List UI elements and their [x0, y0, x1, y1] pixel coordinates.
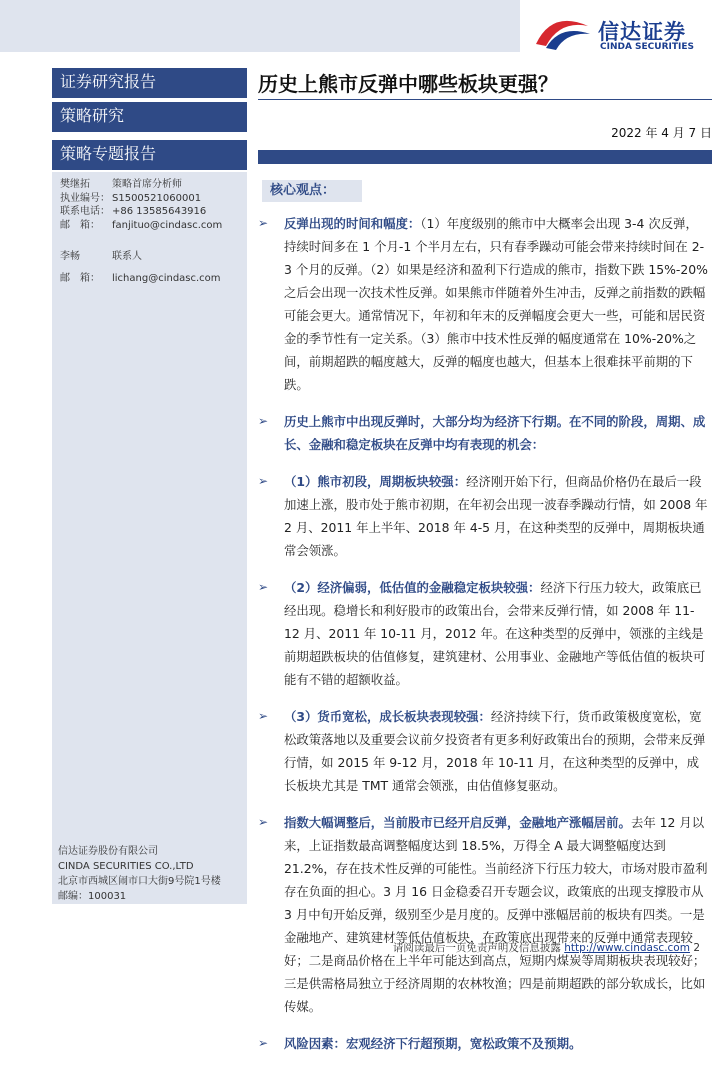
company-info — [58, 844, 221, 904]
license-value: S1500521060001 — [112, 192, 202, 204]
bullet-lead: 风险因素：宏观经济下行超预期，宽松政策不及预期。 — [284, 1036, 582, 1051]
list-item — [258, 811, 708, 1018]
analyst-name: 樊继拓 — [60, 179, 90, 190]
bullet-lead: （1）熊市初段，周期板块较强： — [284, 474, 467, 489]
header-band — [0, 0, 520, 52]
company-name-cn: 信达证券股份有限公司 — [58, 846, 158, 857]
analyst-card — [60, 178, 222, 232]
disclaimer-text: 请阅读最后一页免责声明及信息披露 — [392, 942, 561, 954]
brand-name-en: CINDA SECURITIES — [600, 42, 694, 52]
research-type: 策略研究 — [52, 102, 247, 132]
bullet-lead: （2）经济偏弱，低估值的金融稳定板块较强： — [284, 580, 541, 595]
bullet-arrow-icon: ➢ — [258, 414, 269, 428]
page-footer — [393, 940, 700, 955]
list-item — [258, 470, 708, 562]
bullet-arrow-icon: ➢ — [258, 709, 269, 723]
bullet-arrow-icon: ➢ — [258, 216, 269, 230]
list-item — [258, 212, 708, 396]
page-title: 历史上熊市反弹中哪些板块更强？ — [258, 72, 558, 96]
core-viewpoints-heading: 核心观点： — [262, 180, 362, 202]
bullet-lead: 反弹出现的时间和幅度： — [284, 216, 421, 231]
phone-value: +86 13585643916 — [112, 206, 207, 217]
license-label: 执业编号： — [60, 192, 110, 204]
contact-name: 李畅 — [60, 251, 80, 262]
email-link[interactable]: lichang@cindasc.com — [112, 272, 221, 284]
company-name-en: CINDA SECURITIES CO.,LTD — [58, 861, 194, 872]
email-link[interactable]: fanjituo@cindasc.com — [112, 219, 223, 231]
bullet-arrow-icon: ➢ — [258, 1036, 269, 1050]
email-label: 邮 箱： — [60, 272, 100, 284]
list-item — [258, 705, 708, 797]
page-number: 2 — [693, 942, 700, 954]
title-divider — [258, 99, 712, 100]
bullet-arrow-icon: ➢ — [258, 474, 269, 488]
cinda-logo-icon — [532, 14, 592, 52]
company-address: 北京市西城区闹市口大街9号院1号楼 — [58, 876, 221, 887]
contact-card — [60, 250, 221, 285]
phone-label: 联系电话： — [60, 206, 110, 217]
bullet-text: 经济刚开始下行，但商品价格仍在最后一段加速上涨，股市处于熊市初期，在年初会出现一波春季躁动行情，如 2008 年 2 月、2011 年上半年、2018 年 4-5 月，在这种类型的反弹中，周期板块通常会领涨。 — [284, 474, 708, 558]
report-type: 策略专题报告 — [52, 140, 247, 170]
company-postcode: 邮编：100031 — [58, 891, 127, 902]
bullet-text: （1）年度级别的熊市中大概率会出现 3-4 次反弹，持续时间多在 1 个月-1 个半月左右，只有春季躁动可能会带来持续时间在 2-3 个月的反弹。（2）如果是经济和盈利下行造成的熊市，指数下跌 15%-20%之后会出现一次技术性反弹。如果熊市伴随着外生冲击，反弹之前指数的跌幅可能会更大。通常情况下，年初和年末的反弹幅度会更大一些，可能和居民资金的季节性有一定关系。（3）熊市中技术性反弹的幅度通常在 10%-20%之间，前期超跌的幅度越大，反弹的幅度也越大，但基本上很难抹平前期的下跌。 — [284, 216, 708, 392]
section-bar — [258, 150, 712, 164]
report-category: 证券研究报告 — [52, 68, 247, 98]
brand-logo — [532, 14, 712, 54]
report-date: 2022 年 4 月 7 日 — [611, 126, 712, 140]
list-item — [258, 410, 708, 456]
bullet-lead: （3）货币宽松，成长板块表现较强： — [284, 709, 491, 724]
contact-title: 联系人 — [112, 251, 142, 262]
bullet-text: 经济下行压力较大，政策底已经出现。稳增长和利好股市的政策出台，会带来反弹行情，如 2008 年 11-12 月、2011 年 10-11 月，2012 年。在这种类型的反弹中，领涨的主线是前期超跌板块的估值修复，建筑建材、公用事业、金融地产等低估值的板块可能有不错的超额收益。 — [284, 580, 706, 687]
list-item — [258, 1032, 708, 1055]
bullet-lead: 指数大幅调整后，当前股市已经开启反弹，金融地产涨幅居前。 — [284, 815, 631, 830]
bullet-lead: 历史上熊市中出现反弹时，大部分均为经济下行期。在不同的阶段，周期、成长、金融和稳定板块在反弹中均有表现的机会： — [284, 414, 706, 452]
bullet-arrow-icon: ➢ — [258, 580, 269, 594]
bullet-arrow-icon: ➢ — [258, 815, 269, 829]
analyst-title: 策略首席分析师 — [112, 179, 182, 190]
list-item — [258, 576, 708, 691]
email-label: 邮 箱： — [60, 219, 100, 231]
website-link[interactable]: http://www.cindasc.com — [564, 942, 690, 954]
bullet-text: 经济持续下行，货币政策极度宽松，宽松政策落地以及重要会议前夕投资者有更多利好政策出台的预期，会带来反弹行情，如 2015 年 9-12 月，2018 年 10-11 月，在这种类型的反弹中，成长板块尤其是 TMT 通常会领涨，由估值修复驱动。 — [284, 709, 706, 793]
bullet-text: 去年 12 月以来，上证指数最高调整幅度达到 18.5%，万得全 A 最大调整幅度达到 21.2%，存在技术性反弹的可能性。当前经济下行压力较大，市场对股市盈利存在负面的担心。3 月 16 日金稳委召开专题会议，政策底的出现支撑股市从 3 月中旬开始反弹，级别至少是月度的。反弹中涨幅居前的板块有四类。一是金融地产、建筑建材等低估值板块，在政策底出现带来的反弹中通常表现较好；二是商品价格在上半年可能达到高点，短期内煤炭等周期板块表现较好；三是供需格局独立于经济周期的农林牧渔；四是前期超跌的部分软成长，比如传媒。 — [284, 815, 708, 1014]
brand-name-cn: 信达证券 — [598, 20, 686, 44]
